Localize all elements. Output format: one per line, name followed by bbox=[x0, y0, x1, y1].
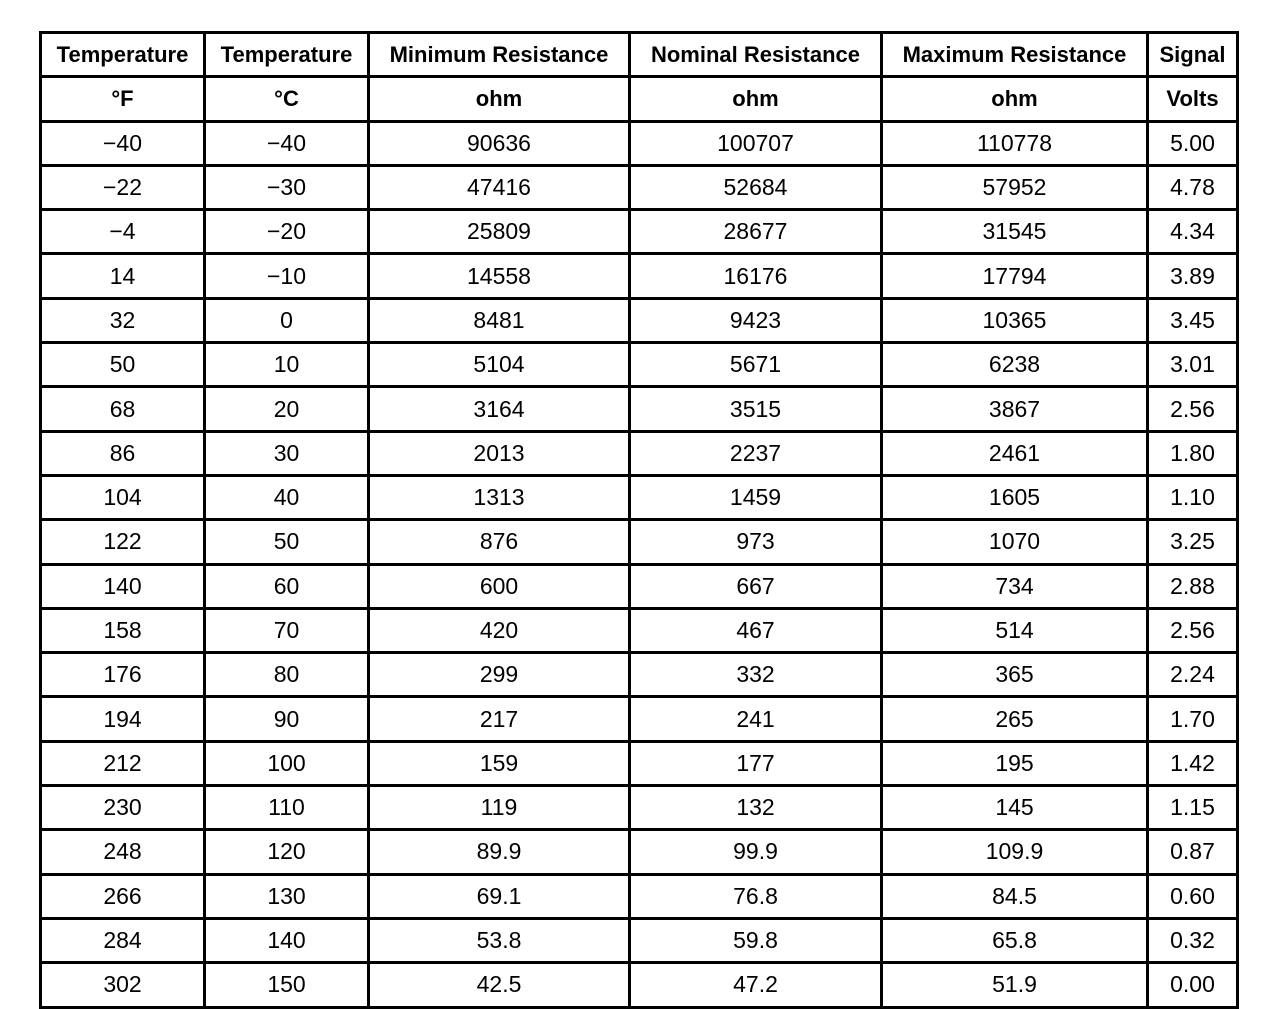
table-row bbox=[41, 608, 1238, 652]
cell-nominal-resistance: 667 bbox=[630, 564, 882, 608]
cell-temp-f: 230 bbox=[41, 786, 205, 830]
cell-signal-volts: 1.42 bbox=[1148, 741, 1238, 785]
header-maximum-resistance: Maximum Resistance bbox=[882, 33, 1148, 77]
cell-signal-volts: 5.00 bbox=[1148, 121, 1238, 165]
cell-nominal-resistance: 332 bbox=[630, 653, 882, 697]
cell-nominal-resistance: 59.8 bbox=[630, 918, 882, 962]
cell-signal-volts: 1.70 bbox=[1148, 697, 1238, 741]
cell-temp-c: 0 bbox=[205, 298, 369, 342]
cell-nominal-resistance: 9423 bbox=[630, 298, 882, 342]
cell-max-resistance: 514 bbox=[882, 608, 1148, 652]
cell-temp-f: 104 bbox=[41, 475, 205, 519]
table-row bbox=[41, 918, 1238, 962]
cell-min-resistance: 119 bbox=[369, 786, 630, 830]
cell-signal-volts: 4.78 bbox=[1148, 165, 1238, 209]
cell-signal-volts: 0.60 bbox=[1148, 874, 1238, 918]
header-row-titles bbox=[41, 33, 1238, 77]
cell-temp-c: 90 bbox=[205, 697, 369, 741]
table-body bbox=[41, 121, 1238, 1007]
header-minimum-resistance: Minimum Resistance bbox=[369, 33, 630, 77]
cell-signal-volts: 1.15 bbox=[1148, 786, 1238, 830]
cell-min-resistance: 876 bbox=[369, 520, 630, 564]
table-row bbox=[41, 210, 1238, 254]
cell-temp-c: 40 bbox=[205, 475, 369, 519]
cell-max-resistance: 10365 bbox=[882, 298, 1148, 342]
cell-min-resistance: 69.1 bbox=[369, 874, 630, 918]
table-row bbox=[41, 830, 1238, 874]
cell-temp-c: −10 bbox=[205, 254, 369, 298]
cell-temp-f: −4 bbox=[41, 210, 205, 254]
cell-max-resistance: 1605 bbox=[882, 475, 1148, 519]
cell-min-resistance: 8481 bbox=[369, 298, 630, 342]
cell-max-resistance: 57952 bbox=[882, 165, 1148, 209]
cell-temp-c: 50 bbox=[205, 520, 369, 564]
cell-min-resistance: 25809 bbox=[369, 210, 630, 254]
cell-nominal-resistance: 177 bbox=[630, 741, 882, 785]
cell-temp-f: 86 bbox=[41, 431, 205, 475]
cell-temp-c: −30 bbox=[205, 165, 369, 209]
cell-nominal-resistance: 76.8 bbox=[630, 874, 882, 918]
table-row bbox=[41, 874, 1238, 918]
table-row bbox=[41, 431, 1238, 475]
cell-min-resistance: 2013 bbox=[369, 431, 630, 475]
cell-signal-volts: 2.24 bbox=[1148, 653, 1238, 697]
cell-temp-c: 100 bbox=[205, 741, 369, 785]
cell-temp-c: 130 bbox=[205, 874, 369, 918]
cell-temp-c: 110 bbox=[205, 786, 369, 830]
cell-temp-c: 80 bbox=[205, 653, 369, 697]
cell-temp-f: 194 bbox=[41, 697, 205, 741]
cell-signal-volts: 0.00 bbox=[1148, 963, 1238, 1007]
cell-max-resistance: 2461 bbox=[882, 431, 1148, 475]
cell-max-resistance: 195 bbox=[882, 741, 1148, 785]
table-row bbox=[41, 786, 1238, 830]
cell-temp-f: 302 bbox=[41, 963, 205, 1007]
cell-signal-volts: 0.87 bbox=[1148, 830, 1238, 874]
unit-fahrenheit: °F bbox=[41, 77, 205, 121]
cell-max-resistance: 6238 bbox=[882, 343, 1148, 387]
cell-temp-c: 150 bbox=[205, 963, 369, 1007]
cell-temp-f: 266 bbox=[41, 874, 205, 918]
cell-signal-volts: 3.89 bbox=[1148, 254, 1238, 298]
cell-max-resistance: 265 bbox=[882, 697, 1148, 741]
cell-temp-c: 20 bbox=[205, 387, 369, 431]
cell-max-resistance: 65.8 bbox=[882, 918, 1148, 962]
cell-max-resistance: 734 bbox=[882, 564, 1148, 608]
table-row bbox=[41, 165, 1238, 209]
cell-signal-volts: 1.10 bbox=[1148, 475, 1238, 519]
cell-min-resistance: 217 bbox=[369, 697, 630, 741]
table-row bbox=[41, 741, 1238, 785]
cell-nominal-resistance: 241 bbox=[630, 697, 882, 741]
cell-signal-volts: 2.56 bbox=[1148, 387, 1238, 431]
cell-temp-c: 10 bbox=[205, 343, 369, 387]
cell-max-resistance: 109.9 bbox=[882, 830, 1148, 874]
cell-temp-f: 212 bbox=[41, 741, 205, 785]
table-row bbox=[41, 343, 1238, 387]
unit-volts: Volts bbox=[1148, 77, 1238, 121]
cell-temp-f: 122 bbox=[41, 520, 205, 564]
cell-temp-f: −40 bbox=[41, 121, 205, 165]
cell-nominal-resistance: 3515 bbox=[630, 387, 882, 431]
cell-max-resistance: 1070 bbox=[882, 520, 1148, 564]
cell-min-resistance: 299 bbox=[369, 653, 630, 697]
cell-temp-c: 70 bbox=[205, 608, 369, 652]
cell-max-resistance: 17794 bbox=[882, 254, 1148, 298]
cell-min-resistance: 420 bbox=[369, 608, 630, 652]
table-row bbox=[41, 475, 1238, 519]
cell-min-resistance: 47416 bbox=[369, 165, 630, 209]
cell-temp-f: 140 bbox=[41, 564, 205, 608]
cell-temp-f: 14 bbox=[41, 254, 205, 298]
cell-temp-f: 68 bbox=[41, 387, 205, 431]
cell-min-resistance: 5104 bbox=[369, 343, 630, 387]
cell-nominal-resistance: 47.2 bbox=[630, 963, 882, 1007]
cell-max-resistance: 31545 bbox=[882, 210, 1148, 254]
cell-min-resistance: 89.9 bbox=[369, 830, 630, 874]
resistance-table bbox=[39, 31, 1239, 1009]
cell-max-resistance: 145 bbox=[882, 786, 1148, 830]
cell-signal-volts: 0.32 bbox=[1148, 918, 1238, 962]
cell-signal-volts: 3.45 bbox=[1148, 298, 1238, 342]
cell-max-resistance: 84.5 bbox=[882, 874, 1148, 918]
header-temperature-c: Temperature bbox=[205, 33, 369, 77]
cell-temp-c: −20 bbox=[205, 210, 369, 254]
cell-nominal-resistance: 100707 bbox=[630, 121, 882, 165]
cell-signal-volts: 2.56 bbox=[1148, 608, 1238, 652]
cell-nominal-resistance: 132 bbox=[630, 786, 882, 830]
unit-ohm-nominal: ohm bbox=[630, 77, 882, 121]
cell-nominal-resistance: 467 bbox=[630, 608, 882, 652]
cell-nominal-resistance: 1459 bbox=[630, 475, 882, 519]
cell-max-resistance: 51.9 bbox=[882, 963, 1148, 1007]
cell-signal-volts: 3.25 bbox=[1148, 520, 1238, 564]
cell-min-resistance: 1313 bbox=[369, 475, 630, 519]
cell-nominal-resistance: 99.9 bbox=[630, 830, 882, 874]
table-row bbox=[41, 254, 1238, 298]
cell-max-resistance: 110778 bbox=[882, 121, 1148, 165]
table-row bbox=[41, 121, 1238, 165]
header-signal: Signal bbox=[1148, 33, 1238, 77]
cell-temp-f: −22 bbox=[41, 165, 205, 209]
cell-temp-c: 30 bbox=[205, 431, 369, 475]
unit-ohm-max: ohm bbox=[882, 77, 1148, 121]
header-temperature-f: Temperature bbox=[41, 33, 205, 77]
cell-temp-f: 32 bbox=[41, 298, 205, 342]
cell-signal-volts: 3.01 bbox=[1148, 343, 1238, 387]
cell-temp-f: 284 bbox=[41, 918, 205, 962]
header-row-units bbox=[41, 77, 1238, 121]
cell-nominal-resistance: 28677 bbox=[630, 210, 882, 254]
table-row bbox=[41, 653, 1238, 697]
cell-temp-f: 158 bbox=[41, 608, 205, 652]
cell-temp-c: 60 bbox=[205, 564, 369, 608]
cell-temp-f: 50 bbox=[41, 343, 205, 387]
cell-signal-volts: 2.88 bbox=[1148, 564, 1238, 608]
cell-temp-c: 120 bbox=[205, 830, 369, 874]
cell-min-resistance: 600 bbox=[369, 564, 630, 608]
cell-nominal-resistance: 973 bbox=[630, 520, 882, 564]
cell-nominal-resistance: 2237 bbox=[630, 431, 882, 475]
table-row bbox=[41, 520, 1238, 564]
table-row bbox=[41, 963, 1238, 1007]
cell-temp-c: −40 bbox=[205, 121, 369, 165]
unit-ohm-min: ohm bbox=[369, 77, 630, 121]
cell-min-resistance: 42.5 bbox=[369, 963, 630, 1007]
table-row bbox=[41, 298, 1238, 342]
cell-max-resistance: 3867 bbox=[882, 387, 1148, 431]
table-row bbox=[41, 387, 1238, 431]
cell-signal-volts: 4.34 bbox=[1148, 210, 1238, 254]
cell-nominal-resistance: 16176 bbox=[630, 254, 882, 298]
cell-min-resistance: 3164 bbox=[369, 387, 630, 431]
unit-celsius: °C bbox=[205, 77, 369, 121]
cell-temp-c: 140 bbox=[205, 918, 369, 962]
cell-min-resistance: 53.8 bbox=[369, 918, 630, 962]
cell-signal-volts: 1.80 bbox=[1148, 431, 1238, 475]
header-nominal-resistance: Nominal Resistance bbox=[630, 33, 882, 77]
table-row bbox=[41, 697, 1238, 741]
cell-min-resistance: 90636 bbox=[369, 121, 630, 165]
table-header bbox=[41, 33, 1238, 122]
cell-temp-f: 176 bbox=[41, 653, 205, 697]
cell-temp-f: 248 bbox=[41, 830, 205, 874]
cell-min-resistance: 159 bbox=[369, 741, 630, 785]
cell-min-resistance: 14558 bbox=[369, 254, 630, 298]
cell-nominal-resistance: 5671 bbox=[630, 343, 882, 387]
cell-max-resistance: 365 bbox=[882, 653, 1148, 697]
table-row bbox=[41, 564, 1238, 608]
cell-nominal-resistance: 52684 bbox=[630, 165, 882, 209]
